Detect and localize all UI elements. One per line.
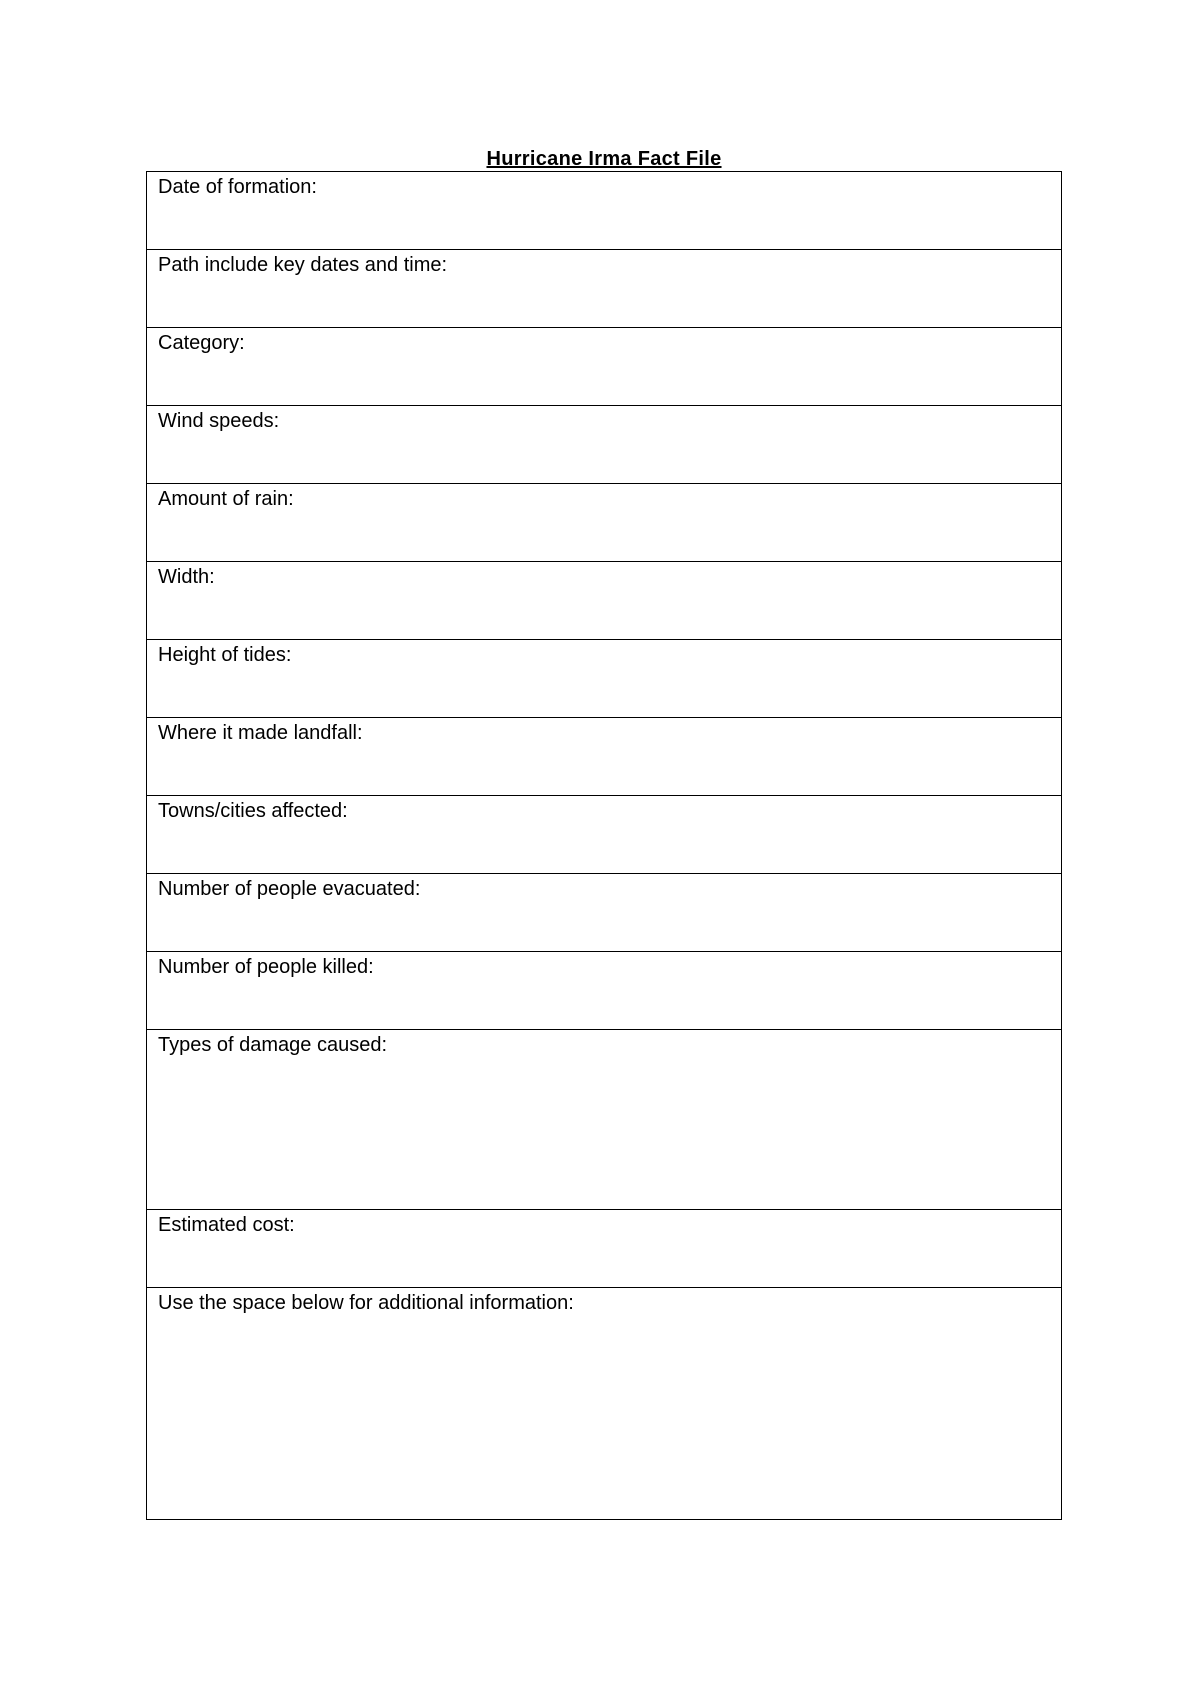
table-row bbox=[147, 640, 1062, 718]
field-label: Amount of rain: bbox=[158, 488, 294, 510]
field-additional-information[interactable] bbox=[147, 1288, 1062, 1520]
field-label: Types of damage caused: bbox=[158, 1034, 388, 1056]
field-label: Date of formation: bbox=[158, 176, 317, 198]
table-row bbox=[147, 796, 1062, 874]
field-people-killed[interactable] bbox=[147, 952, 1062, 1030]
table-row bbox=[147, 1210, 1062, 1288]
field-label: Towns/cities affected: bbox=[158, 800, 348, 822]
table-row bbox=[147, 952, 1062, 1030]
field-category[interactable] bbox=[147, 328, 1062, 406]
field-label: Number of people killed: bbox=[158, 956, 374, 978]
table-row bbox=[147, 172, 1062, 250]
field-label: Height of tides: bbox=[158, 644, 292, 666]
field-label: Where it made landfall: bbox=[158, 722, 363, 744]
table-row bbox=[147, 328, 1062, 406]
field-path[interactable] bbox=[147, 250, 1062, 328]
field-date-of-formation[interactable] bbox=[147, 172, 1062, 250]
field-amount-of-rain[interactable] bbox=[147, 484, 1062, 562]
table-row bbox=[147, 874, 1062, 952]
field-label: Width: bbox=[158, 566, 215, 588]
field-label: Estimated cost: bbox=[158, 1214, 295, 1236]
field-estimated-cost[interactable] bbox=[147, 1210, 1062, 1288]
field-width[interactable] bbox=[147, 562, 1062, 640]
fact-file-table bbox=[146, 171, 1062, 1520]
field-label: Use the space below for additional information: bbox=[158, 1292, 574, 1314]
field-types-of-damage[interactable] bbox=[147, 1030, 1062, 1210]
table-row bbox=[147, 484, 1062, 562]
field-height-of-tides[interactable] bbox=[147, 640, 1062, 718]
field-wind-speeds[interactable] bbox=[147, 406, 1062, 484]
field-towns-affected[interactable] bbox=[147, 796, 1062, 874]
page-title: Hurricane Irma Fact File bbox=[486, 148, 722, 170]
field-label: Path include key dates and time: bbox=[158, 254, 448, 276]
field-label: Category: bbox=[158, 332, 245, 354]
field-people-evacuated[interactable] bbox=[147, 874, 1062, 952]
field-label: Wind speeds: bbox=[158, 410, 280, 432]
table-row bbox=[147, 406, 1062, 484]
table-row bbox=[147, 1030, 1062, 1210]
field-label: Number of people evacuated: bbox=[158, 878, 421, 900]
table-row bbox=[147, 250, 1062, 328]
table-row bbox=[147, 562, 1062, 640]
table-row bbox=[147, 718, 1062, 796]
table-row bbox=[147, 1288, 1062, 1520]
field-landfall[interactable] bbox=[147, 718, 1062, 796]
